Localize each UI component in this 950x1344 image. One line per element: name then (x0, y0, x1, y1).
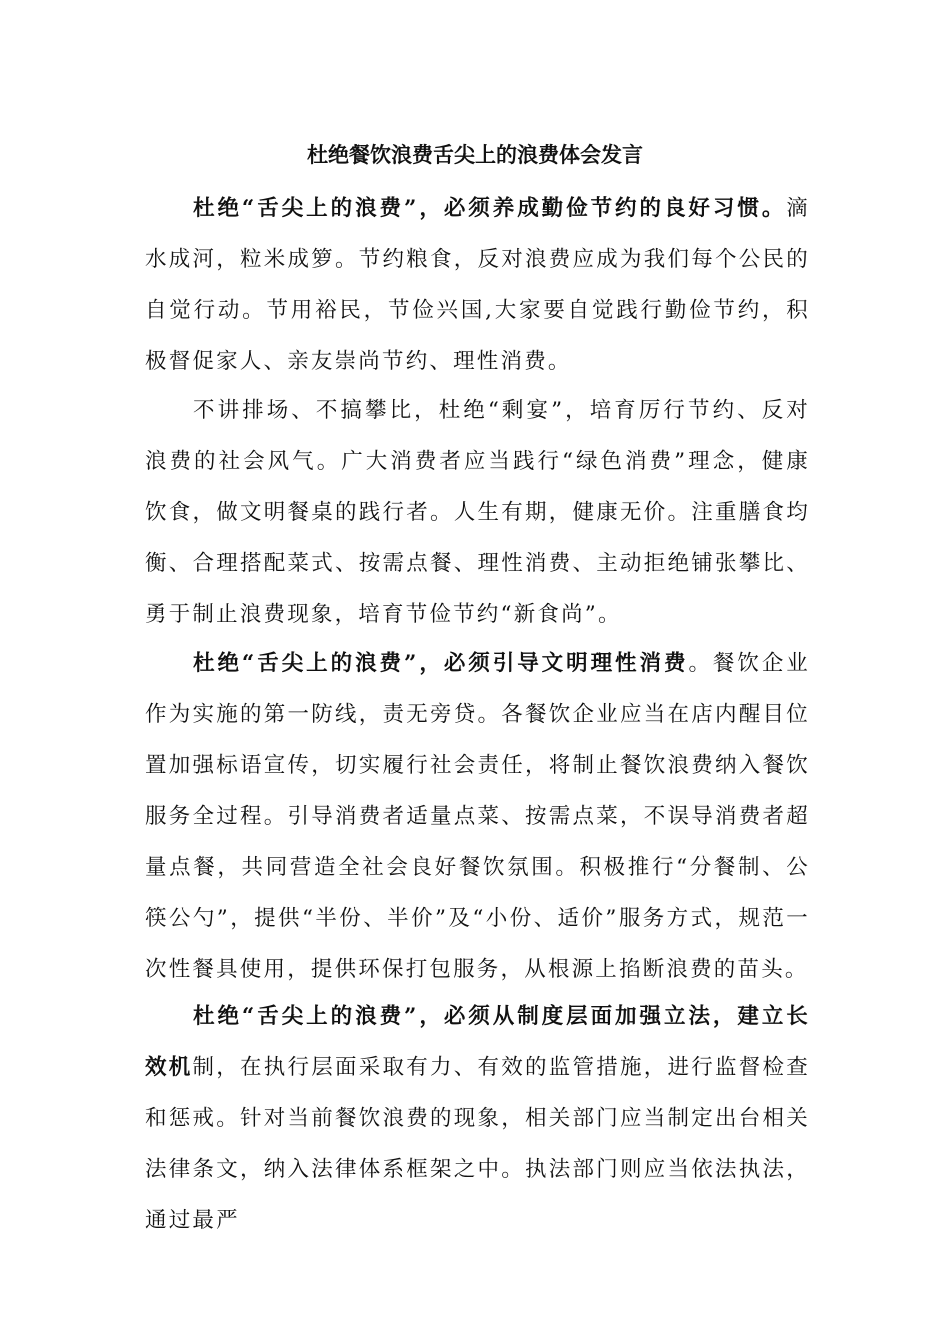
paragraph-1-lead: 杜绝“舌尖上的浪费”，必须养成勤俭节约的良好习惯。 (193, 196, 787, 221)
paragraph-3-lead: 杜绝“舌尖上的浪费”，必须引导文明理性消费 (193, 651, 689, 676)
paragraph-4-lead: 杜绝“舌尖上的浪费”，必须从制度层面加强立法，建立长效机 (145, 1004, 810, 1080)
paragraph-2 (145, 385, 810, 640)
paragraph-3 (145, 638, 810, 995)
paragraph-1-body: 滴水成河，粒米成箩。节约粮食，反对浪费应成为我们每个公民的自觉行动。节用裕民，节俭兴国,大家要自觉践行勤俭节约，积极督促家人、亲友崇尚节约、理性消费。 (145, 196, 810, 374)
document-title: 杜绝餐饮浪费舌尖上的浪费体会发言 (307, 142, 643, 167)
paragraph-2-body: 不讲排场、不搞攀比，杜绝“剩宴”，培育厉行节约、反对浪费的社会风气。广大消费者应当践行“绿色消费”理念，健康饮食，做文明餐桌的践行者。人生有期，健康无价。注重膳食均衡、合理搭配菜式、按需点餐、理性消费、主动拒绝铺张攀比、勇于制止浪费现象，培育节俭节约“新食尚”。 (145, 398, 810, 627)
paragraph-1 (145, 183, 810, 387)
paragraph-4 (145, 991, 810, 1246)
paragraph-3-body: 。餐饮企业作为实施的第一防线，责无旁贷。各餐饮企业应当在店内醒目位置加强标语宣传，切实履行社会责任，将制止餐饮浪费纳入餐饮服务全过程。引导消费者适量点菜、按需点菜，不误导消费者超量点餐，共同营造全社会良好餐饮氛围。积极推行“分餐制、公筷公勺”，提供“半份、半价”及“小份、适价”服务方式，规范一次性餐具使用，提供环保打包服务，从根源上掐断浪费的苗头。 (145, 651, 810, 982)
paragraph-4-body: 制，在执行层面采取有力、有效的监管措施，进行监督检查和惩戒。针对当前餐饮浪费的现象，相关部门应当制定出台相关法律条文，纳入法律体系框架之中。执法部门则应当依法执法，通过最严 (145, 1055, 811, 1233)
